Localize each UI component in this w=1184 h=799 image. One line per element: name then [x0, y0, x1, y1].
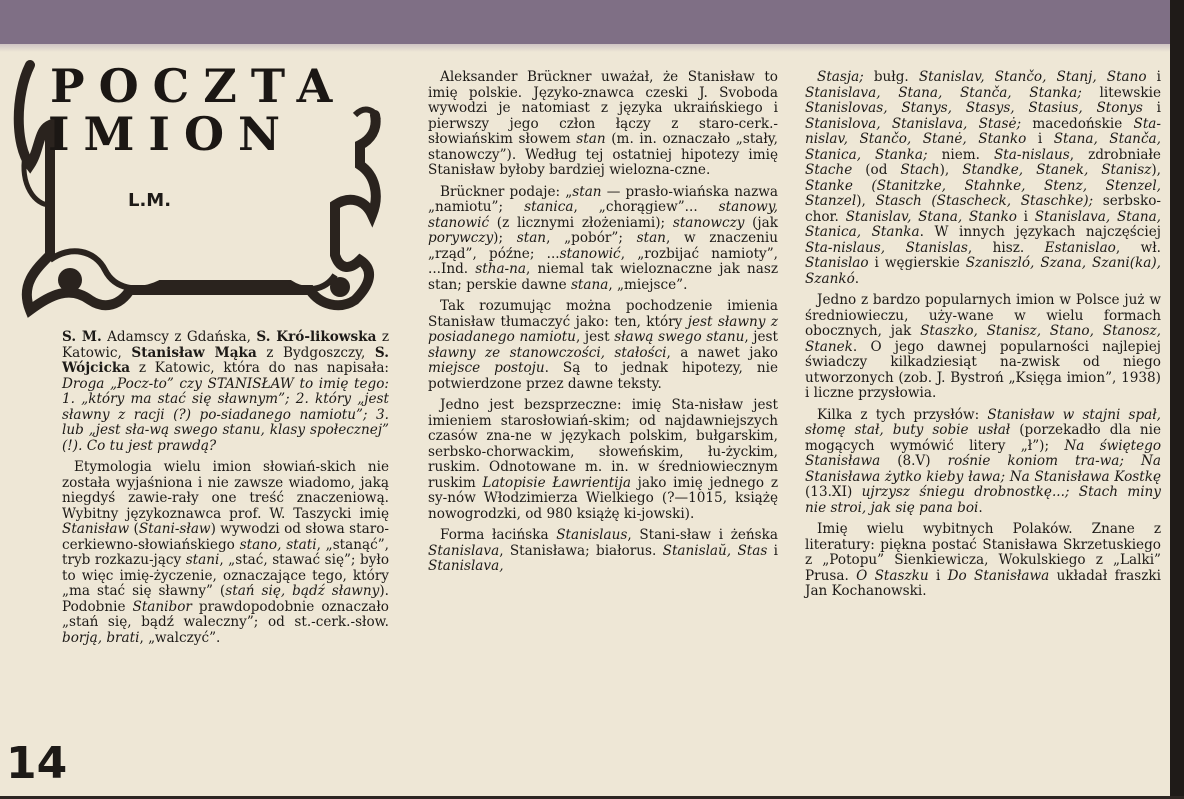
top-band-shadow	[0, 44, 1184, 52]
paragraph: Jedno z bardzo popularnych imion w Polsce już w średniowieczu, uży-wane w wielu formach obocznych, jak Staszko, Stanisz, Stano, Stanosz, Stanek. O jego dawnej popularności najlepiej świadczy kilkadziesiąt na-zwisk od niego utworzonych (zob. J. Bystroń „Księga imion”, 1938) i liczne przysłowia.	[805, 292, 1161, 401]
title-line-2: IMION	[48, 107, 295, 161]
paragraph: Imię wielu wybitnych Polaków. Znane z literatury: piękna postać Stanisława Skrzetuskiego z „Potopu” Sienkiewicza, Wokulskiego z „Lalki” Prusa. O Staszku i Do Stanisława układał fraszki Jan Kochanowski.	[805, 521, 1161, 599]
author-initials: L.M.	[128, 190, 172, 211]
page-edge	[1170, 0, 1184, 799]
paragraph: Jedno jest bezsprzeczne: imię Sta-nisław jest imieniem starosłowiań-skim; od najdawniejszych czasów zna-ne w językach polskim, bułgarskim, serbsko-chorwackim, słoweńskim, łu-życkim, ruskim. Odnotowane m. in. w średniowiecznym ruskim Latopisie Ławrientija jako imię jednego z sy-nów Włodzimierza Wielkiego (?—1015, książę nowogrodzki, od 980 książę ki-jowski).	[428, 397, 778, 522]
column-2	[428, 70, 778, 581]
page-number: 14	[6, 738, 68, 789]
paragraph: Kilka z tych przysłów: Stanisław w stajni spał, słomę stał, buty sobie usłał (porzekadło dla nie mogących wymówić litery „ł”); Na świętego Stanisława (8.V) rośnie koniom tra-wa; Na Stanisława żytko kiebу ława; Na Stanisława Kostkę (13.XI) ujrzysz śniegu drobnostkę...; Stach miny nie stroi, jak się pana boi.	[805, 406, 1162, 516]
paragraph: Etymologia wielu imion słowiań-skich nie została wyjaśniona i nie zawsze wiadomo, jaką niegdyś zawie-rały one treść znaczeniową. Wybitny językoznawca prof. W. Taszycki imię Stanisław (Stani-sław) wywodzi od słowa staro-cerkiewno-słowiańskiego stano, stati, „stanąć”, tryb rozkazu-jący stani, „stać, stawać się”; było to więc imię-życzenie, oznaczające tego, który „ma stać się sławny” (stań się, bądź sławny). Podobnie Stanibor prawdopodobnie oznaczało „stań się, bądź waleczny”; od st.-cerk.-słow. borją, brati, „walczyć”.	[62, 459, 389, 646]
paragraph: Aleksander Brückner uważał, że Stanisław to imię polskie. Języko-znawca czeski J. Svoboda wywodzi je natomiast z języka ukraińskiego i pierwszy jego człon łączy z staro-cerk.-słowiańskim słowem stan (m. in. oznaczało „stały, stanowczy”). Według tej ostatniej hipotezy imię Stanisław byłoby bardziej wieloznа-czne.	[428, 69, 778, 178]
title-line-1: POCZTA	[50, 59, 347, 113]
title-header	[10, 55, 390, 325]
column-1	[62, 330, 389, 652]
paragraph: Forma łacińska Stanislaus, Stani-sław i żeńska Stanislava, Stanisława; białorus. Stanislaŭ, Stas i Stanislava,	[428, 527, 778, 574]
top-color-band	[0, 0, 1184, 44]
paragraph: Tak rozumując można pochodzenie imienia Stanisław tłumaczyć jako: ten, który jest sławny z posiadanego namiotu, jest sławą swego stanu, jest sławny ze stanowczości, stałości, a nawet jako miejsce postoju. Są to jednak hipotezy, nie potwierdzone przez dawne teksty.	[428, 298, 779, 392]
paragraph: Stasja; bułg. Stanislav, Stančo, Stanj, Stano i Stanislava, Stana, Stanča, Stanka; litewskie Stanislovas, Stanys, Stasys, Stasius, Stonys i Stanislova, Stanislava, Stasė; macedońskie Sta-nislav, Stančo, Stanė, Stanko i Stana, Stanča, Stanica, Stanka; niem. Sta-nislaus, zdrobniałe Stache (od Stach), Standke, Stanek, Stanisz), Stanke (Stanitzke, Stahnke, Stenz, Stenzel, Stanzel), Stasch (Stascheck, Staschke); serbsko-chor. Stanislav, Stana, Stanko i Stanislava, Stana, Stanica, Stanka. W innych językach najczęściej Sta-nislaus, Stanislas, hisz. Estanislao, wł. Stanislao i węgierskie Szaniszló, Szana, Szani(ka), Szankó.	[805, 69, 1162, 287]
paragraph: S. M. Adamscy z Gdańska, S. Kró-likowska z Katowic, Stanisław Mąka z Bydgoszczy, S. Wójcicka z Katowic, która do nas napisała: Droga „Pocz-to” czy STANISŁAW to imię tego: 1. „który ma stać się sławnym”; 2. który „jest sławny z racji (?) po-siadanego namiotu”; 3. lub „jest sła-wą swego stanu, klasy społecznej” (!). Co tu jest prawdą?	[62, 329, 389, 454]
column-3	[805, 70, 1161, 606]
paragraph: Brückner podaje: „stan — prasło-wiańska nazwa „namiotu”; stanica, „chorągiew”... stanowy, stanowić (z licznymi złożeniami); stanowczy (jak porywczy); stan, „pobór”; stan, w znaczeniu „rząd”, późne; ...stanowić, „rozbijać namioty”, ...Ind. stha-na, niemal tak wieloznaczne jak nasz stan; perskie dawne stana, „miejsce”.	[428, 183, 778, 293]
